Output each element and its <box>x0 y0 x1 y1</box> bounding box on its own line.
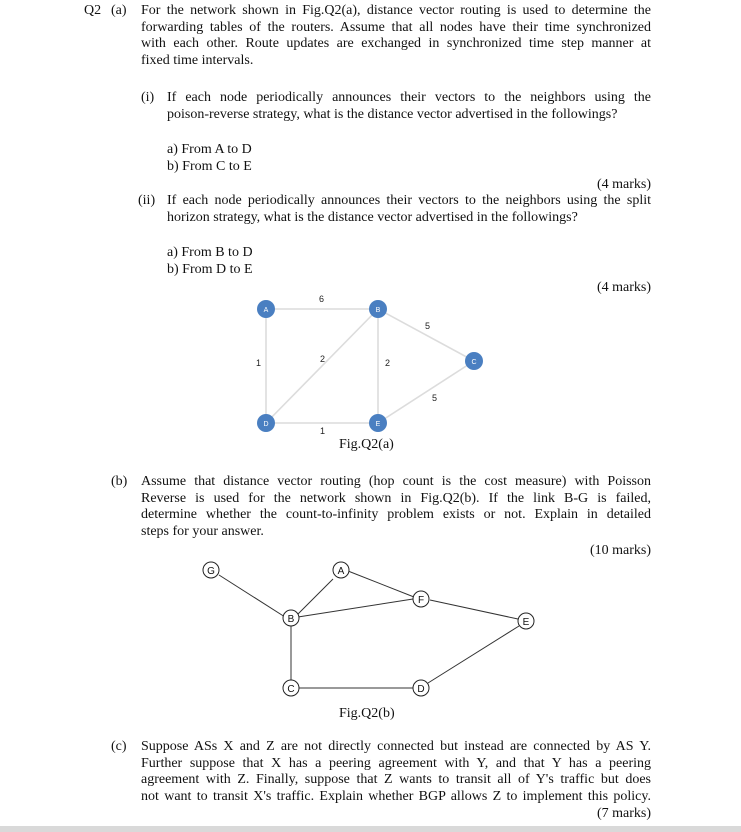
page-bottom-edge <box>0 826 741 832</box>
part-b-marks: (10 marks) <box>589 543 651 558</box>
edge-b-a <box>297 579 333 615</box>
part-ii-item-a: a) From B to D <box>167 245 253 260</box>
part-b-line: determine whether the count-to-infinity problem exists or not. Explain in detailed <box>141 507 651 523</box>
part-i-item-b: b) From C to E <box>167 159 252 174</box>
edge-a-f <box>348 571 414 597</box>
node-c-label: C <box>287 684 295 695</box>
part-c-line: Further suppose that X has a peering agreement with Y, and that Y has a peering <box>141 755 651 771</box>
figure-q2a-caption: Fig.Q2(a) <box>339 437 394 452</box>
part-ii-line: If each node periodically announces their vectors to the neighbors using the split <box>167 193 651 208</box>
node-b-label: B <box>375 307 381 314</box>
weight-a-b: 6 <box>319 294 325 304</box>
node-g-label: G <box>207 566 215 577</box>
part-b-line: Reverse is used for the network shown in Fig.Q2(b). If the link B-G is failed, <box>141 490 651 506</box>
node-a-label: A <box>263 307 269 314</box>
part-b-line: steps for your answer. <box>141 523 264 539</box>
node-b-label: B <box>287 614 295 625</box>
edge-f-e <box>430 600 518 619</box>
node-e-label: E <box>522 617 530 628</box>
part-ii-label: (ii) <box>138 193 156 208</box>
weight-d-e: 1 <box>320 426 326 436</box>
weight-e-c: 5 <box>432 393 438 403</box>
part-ii-marks: (4 marks) <box>596 280 651 295</box>
intro-line: fixed time intervals. <box>141 52 254 68</box>
intro-line: with each other. Route updates are exchanged in synchronized time step manner at <box>141 36 651 52</box>
part-i-line: poison-reverse strategy, what is the distance vector advertised in the followings? <box>167 106 618 122</box>
figure-q2b-caption: Fig.Q2(b) <box>339 706 395 721</box>
weight-b-e: 2 <box>385 358 391 368</box>
intro-line: For the network shown in Fig.Q2(a), distance vector routing is used to determine the <box>141 3 651 18</box>
part-c-text <box>141 739 651 805</box>
node-d-label: D <box>417 684 425 695</box>
part-i-line: If each node periodically announces their vectors to the neighbors using the <box>167 90 651 105</box>
part-ii-line: horizon strategy, what is the distance vector advertised in the followings? <box>167 209 578 225</box>
part-c-label: (c) <box>111 739 127 754</box>
part-c-marks: (7 marks) <box>596 806 651 821</box>
node-a-label: A <box>337 566 345 577</box>
part-b-line: Assume that distance vector routing (hop count is the cost measure) with Poisson <box>141 474 651 489</box>
node-d-label: D <box>263 421 269 428</box>
edge-e-c <box>378 359 477 423</box>
part-c-line: not want to transit X's traffic. Explain whether BGP allows Z to implement this policy. <box>141 788 651 804</box>
part-i-marks: (4 marks) <box>596 177 651 192</box>
part-c-line: Suppose ASs X and Z are not directly connected but instead are connected by AS Y. <box>141 739 651 754</box>
part-a-label: (a) <box>111 3 127 18</box>
part-c-line: agreement with Z. Finally, suppose that Z wants to transit all of Y's traffic but does <box>141 772 651 788</box>
weight-b-c: 5 <box>425 321 431 331</box>
question-number: Q2 <box>84 3 102 18</box>
edge-b-f <box>298 599 413 617</box>
edge-d-e <box>428 626 519 683</box>
weight-d-b: 2 <box>320 354 326 364</box>
weight-a-d: 1 <box>256 358 262 368</box>
edge-g-b <box>219 575 285 617</box>
part-ii-item-b: b) From D to E <box>167 262 253 277</box>
part-i-item-a: a) From A to D <box>167 142 252 157</box>
edge-b-c <box>375 307 474 361</box>
intro-line: forwarding tables of the routers. Assume that all nodes have their time synchronized <box>141 19 651 35</box>
node-f-label: F <box>417 595 425 606</box>
node-e-label: E <box>375 421 381 428</box>
part-b-text <box>141 474 651 540</box>
edge-d-b <box>263 307 378 423</box>
node-c-label: C <box>471 359 477 366</box>
part-b-label: (b) <box>111 474 128 489</box>
part-i-label: (i) <box>141 90 155 105</box>
